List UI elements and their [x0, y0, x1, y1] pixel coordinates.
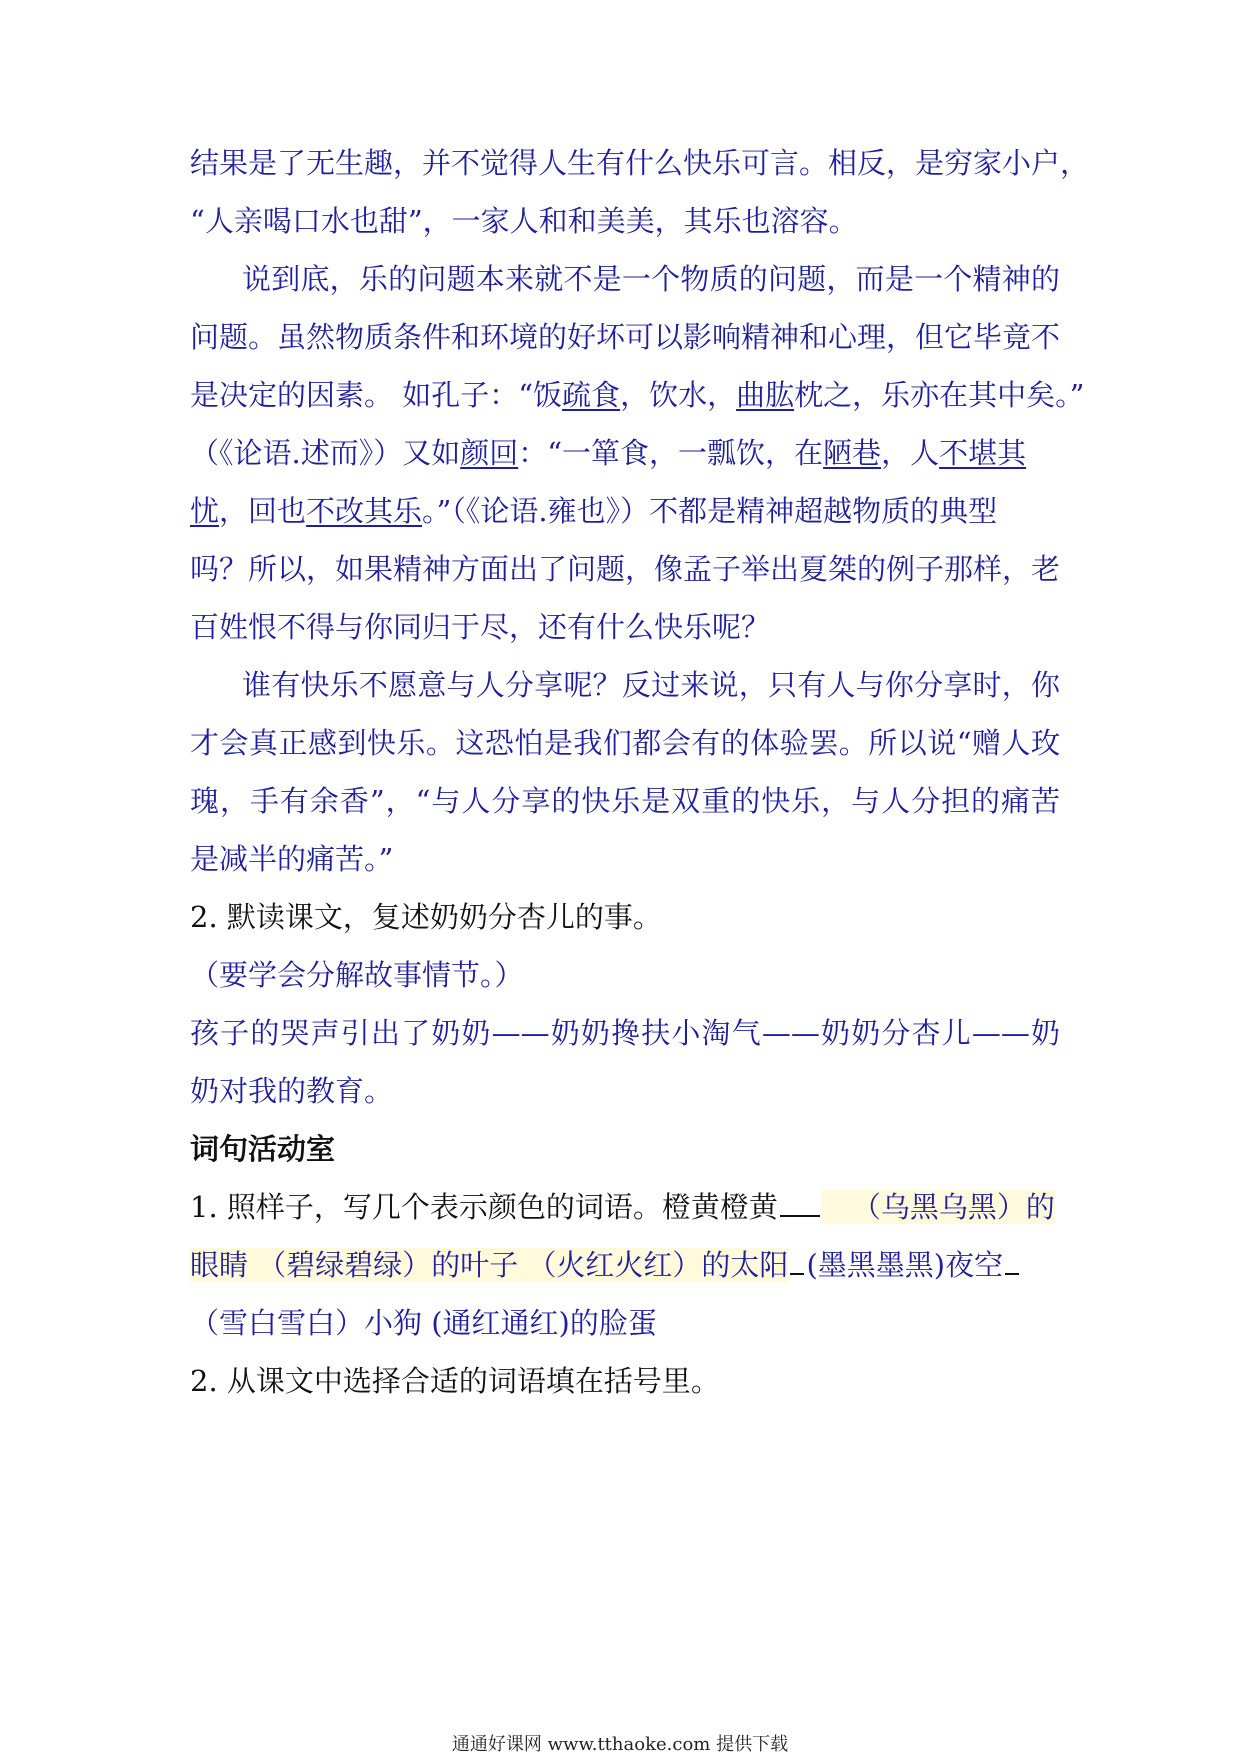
text-span: 词句活动室 — [190, 1132, 336, 1166]
text-line — [190, 491, 1060, 531]
text-span: 是决定的因素。 如孔子：“饭 — [190, 378, 563, 412]
text-line — [190, 723, 1060, 763]
question-2-answer — [190, 1071, 1060, 1111]
highlighted-answer: 眼睛 （碧绿碧绿）的叶子 （火红火红）的太阳 — [190, 1248, 789, 1282]
text-span: 谁有快乐不愿意与人分享呢？反过来说，只有人与你分享时，你 — [242, 668, 1060, 702]
text-line — [190, 549, 1060, 589]
text-span: (墨黑墨黑)夜空 — [806, 1248, 1004, 1282]
exercise-1 — [190, 1187, 1060, 1227]
underlined-term: 曲肱 — [736, 378, 795, 412]
text-span: 通通好课网 www.tthaoke.com 提供下载 — [451, 1734, 789, 1755]
text-line — [190, 201, 1060, 241]
text-line — [190, 317, 1060, 357]
question-2-hint — [190, 955, 1060, 995]
text-span: 百姓恨不得与你同归于尽，还有什么快乐呢？ — [190, 610, 771, 644]
text-span: ，回也 — [219, 494, 307, 528]
text-span: 。”（《论语.雍也》）不都是精神超越物质的典型 — [422, 494, 998, 528]
text-line — [190, 259, 1060, 299]
text-span: 1. 照样子，写几个表示颜色的词语。橙黄橙黄 — [190, 1190, 778, 1224]
text-span: ，人 — [881, 436, 940, 470]
text-span: （要学会分解故事情节。） — [190, 958, 524, 992]
text-line — [190, 607, 1060, 647]
answer-blank — [1005, 1249, 1019, 1275]
text-span: 瑰，手有余香”，“与人分享的快乐是双重的快乐，与人分担的痛苦 — [190, 784, 1060, 818]
text-line — [190, 839, 1060, 879]
text-span: 枕之，乐亦在其中矣。” — [794, 378, 1085, 412]
text-span: ，饮水， — [620, 378, 737, 412]
text-span: 问题。虽然物质条件和环境的好坏可以影响精神和心理，但它毕竟不 — [190, 320, 1061, 354]
underlined-term: 不改其乐 — [306, 494, 423, 528]
question-2-answer — [190, 1013, 1060, 1053]
text-span: 结果是了无生趣，并不觉得人生有什么快乐可言。相反，是穷家小户， — [190, 146, 1090, 180]
underlined-term: 颜回 — [460, 436, 519, 470]
text-span: 才会真正感到快乐。这恐怕是我们都会有的体验罢。所以说“赠人玫 — [190, 726, 1060, 760]
text-span: 是减半的痛苦。” — [190, 842, 394, 876]
text-line — [190, 143, 1090, 183]
text-span: 孩子的哭声引出了奶奶——奶奶搀扶小淘气——奶奶分杏儿——奶 — [190, 1016, 1060, 1050]
underlined-term: 疏食 — [562, 378, 621, 412]
answer-blank — [780, 1191, 820, 1217]
text-span: 说到底，乐的问题本来就不是一个物质的问题，而是一个精神的 — [242, 262, 1060, 296]
text-span: ：“一箪食，一瓢饮，在 — [518, 436, 824, 470]
text-span: （《论语.述而》）又如 — [190, 436, 461, 470]
exercise-1-answers — [190, 1245, 1060, 1285]
text-span: 2. 默读课文，复述奶奶分杏儿的事。 — [190, 900, 662, 934]
highlighted-answer: （乌黑乌黑）的 — [822, 1190, 1055, 1224]
text-span: 奶对我的教育。 — [190, 1074, 394, 1108]
text-span: “人亲喝口水也甜”，一家人和和美美，其乐也溶容。 — [190, 204, 858, 238]
text-line — [190, 781, 1060, 821]
text-span: 2. 从课文中选择合适的词语填在括号里。 — [190, 1364, 720, 1398]
text-line — [190, 375, 1085, 415]
text-line — [190, 433, 1060, 473]
underlined-term: 陋巷 — [823, 436, 882, 470]
section-title — [190, 1129, 1060, 1169]
underlined-term: 不堪其 — [939, 436, 1027, 470]
underlined-term: 忧 — [190, 494, 220, 528]
text-span: （雪白雪白）小狗 (通红通红)的脸蛋 — [190, 1306, 657, 1340]
exercise-1-answers — [190, 1303, 1060, 1343]
text-line — [190, 665, 1060, 705]
exercise-2 — [190, 1361, 1060, 1401]
question-2 — [190, 897, 1060, 937]
page-footer — [0, 1730, 1240, 1756]
text-span: 吗？所以，如果精神方面出了问题，像孟子举出夏桀的例子那样，老 — [190, 552, 1061, 586]
answer-blank — [790, 1249, 804, 1275]
